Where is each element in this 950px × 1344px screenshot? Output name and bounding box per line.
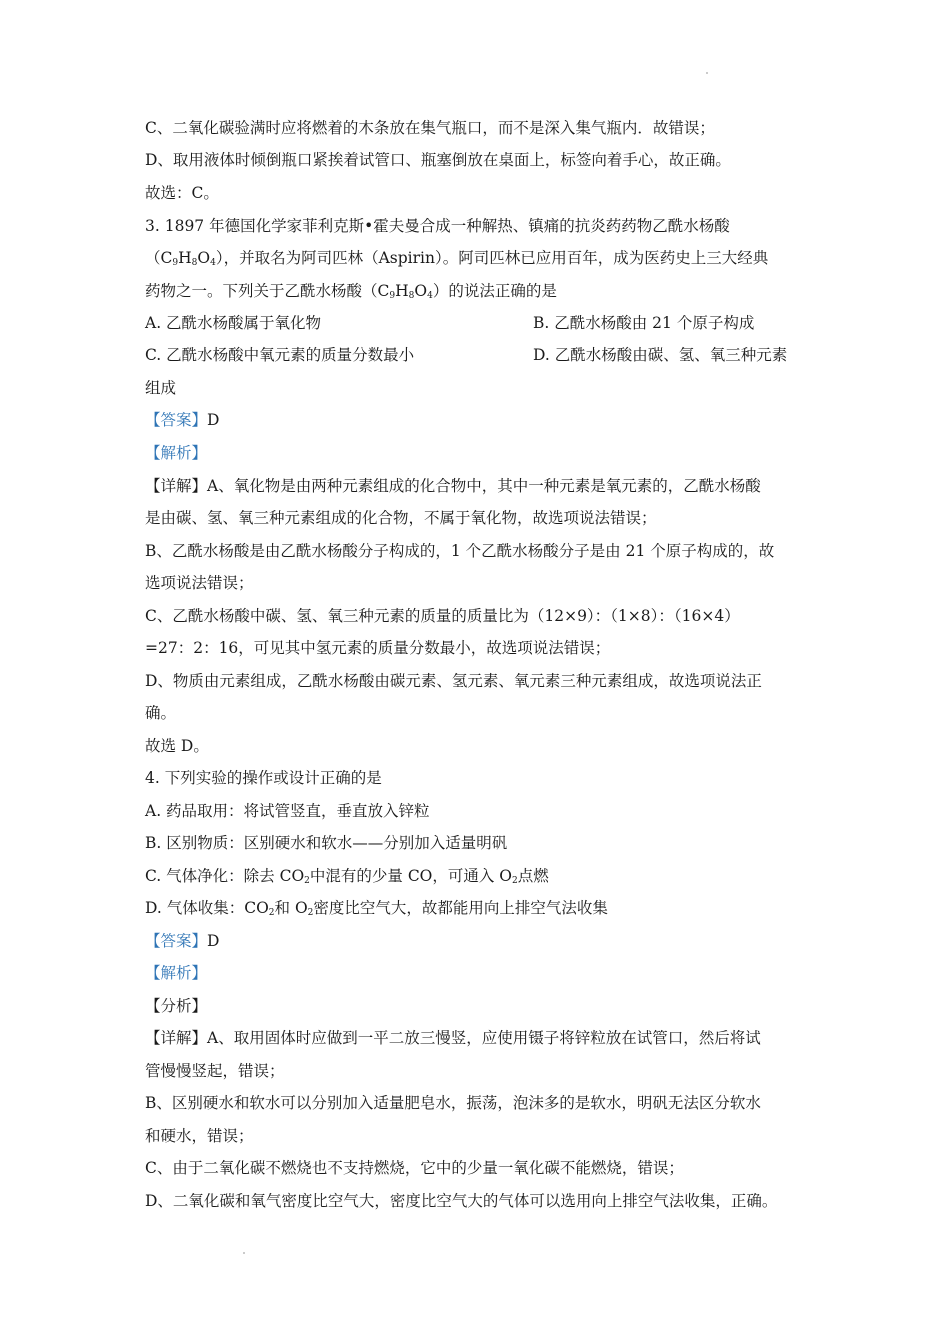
option-b: B. 区别物质：区别硬水和软水——分别加入适量明矾 bbox=[145, 834, 508, 852]
option-d: D. 乙酰水杨酸由碳、氢、氧三种元素 bbox=[533, 346, 788, 364]
detail-label: 【详解】 bbox=[145, 1029, 208, 1047]
speck-mark bbox=[706, 72, 708, 74]
answer-label: 【答案】 bbox=[145, 932, 208, 950]
text-line: 选项说法错误； bbox=[145, 574, 254, 592]
option-a: A. 乙酰水杨酸属于氧化物 bbox=[145, 314, 322, 332]
answer-line: 【答案】D bbox=[145, 411, 220, 429]
analysis-label: 【解析】 bbox=[145, 964, 208, 982]
detail-line: 【详解】A、取用固体时应做到一平二放三慢竖，应使用镊子将锌粒放在试管口，然后将试 bbox=[145, 1029, 761, 1047]
option-b: B. 乙酰水杨酸由 21 个原子构成 bbox=[533, 314, 755, 332]
answer-label: 【答案】 bbox=[145, 411, 208, 429]
question-3-stem: 3. 1897 年德国化学家菲利克斯•霍夫曼合成一种解热、镇痛的抗炎药药物乙酰水杨酸 bbox=[145, 217, 730, 235]
text-line: C、二氧化碳验满时应将燃着的木条放在集气瓶口，而不是深入集气瓶内．故错误； bbox=[145, 119, 715, 137]
option-c: C. 乙酰水杨酸中氧元素的质量分数最小 bbox=[145, 346, 415, 364]
question-3-stem-line3: 药物之一。下列关于乙酰水杨酸$(C_9H_8O_4)$的说法正确的是 bbox=[145, 282, 557, 301]
option-d: D. 气体收集：$CO_2$和 $O_2$密度比空气大，故都能用向上排空气法收集 bbox=[145, 899, 608, 918]
text-line: C、乙酰水杨酸中碳、氢、氧三种元素的质量的质量比为（12×9）：（1×8）：（16×4） bbox=[145, 607, 740, 625]
detail-label: 【详解】 bbox=[145, 477, 208, 495]
text-line: 是由碳、氢、氧三种元素组成的化合物，不属于氧化物，故选项说法错误； bbox=[145, 509, 657, 527]
option-a: A. 药品取用：将试管竖直，垂直放入锌粒 bbox=[145, 802, 430, 820]
text-line: D、物质由元素组成，乙酰水杨酸由碳元素、氢元素、氧元素三种元素组成，故选项说法正 bbox=[145, 672, 762, 690]
text-line: 管慢慢竖起，错误； bbox=[145, 1062, 285, 1080]
option-d-continued: 组成 bbox=[145, 379, 177, 397]
text-line: 故选：C。 bbox=[145, 184, 219, 202]
text-line: D、取用液体时倾倒瓶口紧挨着试管口、瓶塞倒放在桌面上，标签向着手心，故正确。 bbox=[145, 151, 731, 169]
option-c: C. 气体净化：除去 $CO_2$中混有的少量 CO，可通入 $O_2$点燃 bbox=[145, 867, 549, 886]
text-line: 确。 bbox=[145, 704, 177, 722]
text-line: 和硬水，错误； bbox=[145, 1127, 254, 1145]
answer-line: 【答案】D bbox=[145, 932, 220, 950]
speck-mark bbox=[243, 1252, 245, 1254]
text-line: B、区别硬水和软水可以分别加入适量肥皂水，振荡，泡沫多的是软水，明矾无法区分软水 bbox=[145, 1094, 761, 1112]
detail-line: 【详解】A、氧化物是由两种元素组成的化合物中，其中一种元素是氧元素的，乙酰水杨酸 bbox=[145, 477, 761, 495]
analysis-label: 【解析】 bbox=[145, 444, 208, 462]
text-line: D、二氧化碳和氧气密度比空气大，密度比空气大的气体可以选用向上排空气法收集，正确。 bbox=[145, 1192, 778, 1210]
text-line: C、由于二氧化碳不燃烧也不支持燃烧，它中的少量一氧化碳不能燃烧，错误； bbox=[145, 1159, 684, 1177]
question-4-stem: 4. 下列实验的操作或设计正确的是 bbox=[145, 769, 382, 787]
fenxi-label: 【分析】 bbox=[145, 997, 208, 1015]
text-line: =27：2：16，可见其中氢元素的质量分数最小，故选项说法错误； bbox=[145, 639, 611, 657]
text-line: 故选 D。 bbox=[145, 737, 209, 755]
question-3-stem-line2: $(C_9H_8O_4)$，并取名为阿司匹林（Aspirin）。阿司匹林已应用百年，成为医药史上三大经典 bbox=[145, 249, 769, 268]
text-line: B、乙酰水杨酸是由乙酰水杨酸分子构成的，1 个乙酰水杨酸分子是由 21 个原子构成的，故 bbox=[145, 542, 775, 560]
